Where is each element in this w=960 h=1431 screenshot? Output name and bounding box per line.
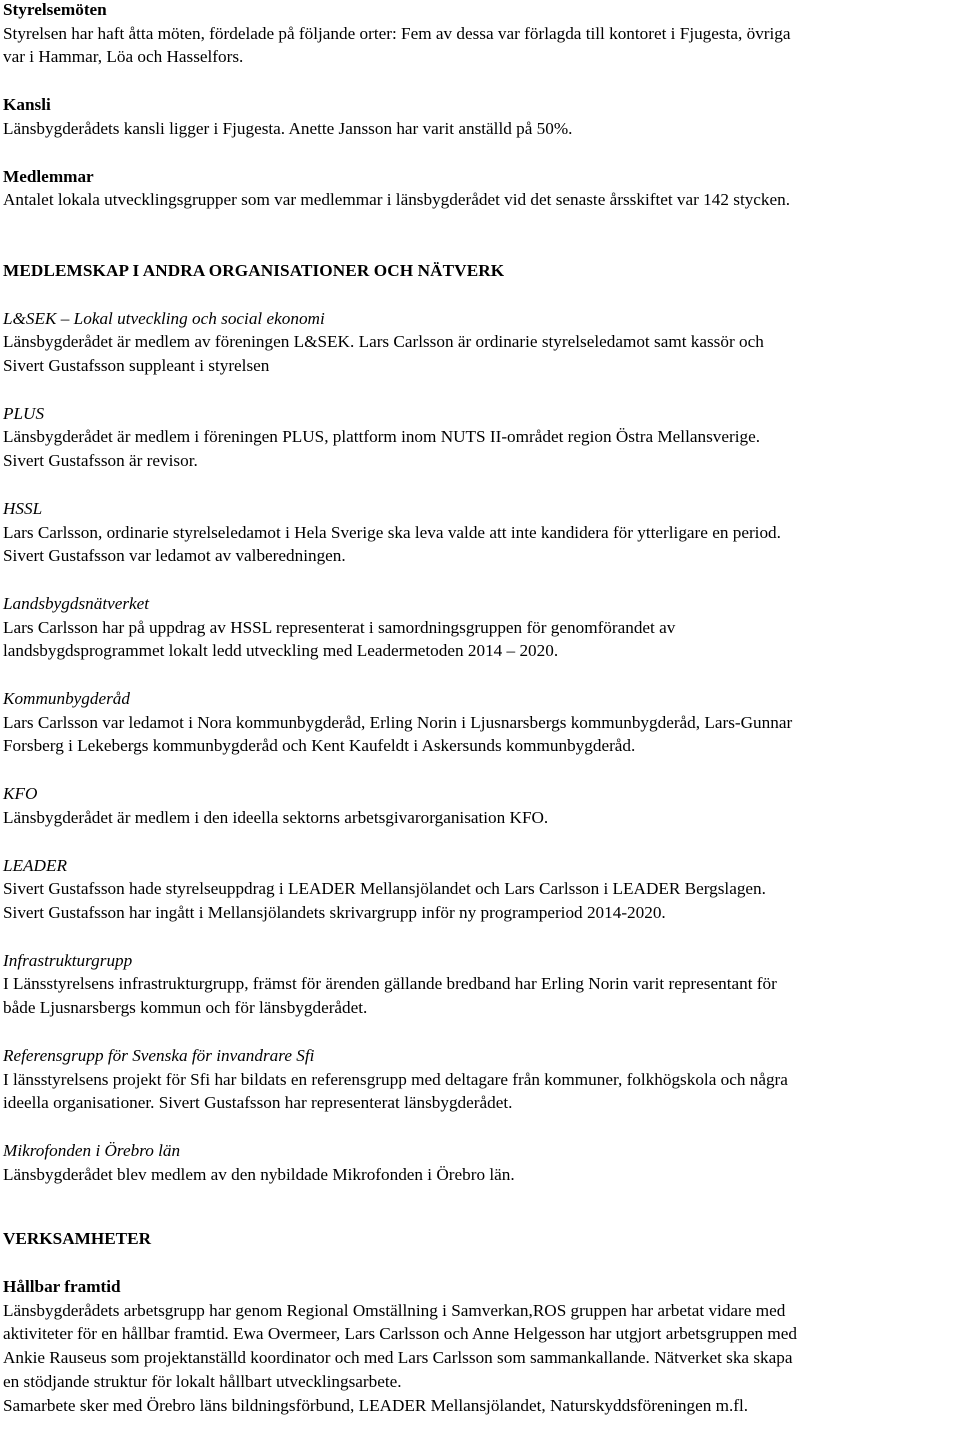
subsection-hallbar-framtid	[3, 1275, 958, 1417]
subsection-title: PLUS	[3, 403, 45, 423]
section-heading: Medlemmar	[3, 166, 94, 186]
subsection-title: HSSL	[3, 498, 43, 518]
subsection-title: L&SEK – Lokal utveckling och social ekonomi	[3, 308, 325, 328]
paragraph-line: Lars Carlsson har på uppdrag av HSSL representerat i samordningsgruppen för genomförandet av	[3, 617, 676, 637]
subsection-title: Landsbygdsnätverket	[3, 593, 150, 613]
section-medlemmar	[3, 165, 958, 212]
paragraph-line: var i Hammar, Löa och Hasselfors.	[3, 47, 244, 67]
paragraph-line: Sivert Gustafsson var ledamot av valberedningen.	[3, 546, 346, 566]
paragraph-line: Länsbygderådets arbetsgrupp har genom Regional Omställning i Samverkan,ROS gruppen har arbetat vidare med	[3, 1300, 786, 1320]
major-heading-verksamheter: VERKSAMHETER	[3, 1229, 152, 1249]
section-kansli	[3, 93, 958, 140]
paragraph-line: Forsberg i Lekebergs kommunbygderåd och Kent Kaufeldt i Askersunds kommunbygderåd.	[3, 736, 636, 756]
paragraph-line: Sivert Gustafsson hade styrelseuppdrag i LEADER Mellansjölandet och Lars Carlsson i LEADER Bergslagen.	[3, 879, 766, 899]
paragraph-line: ideella organisationer. Sivert Gustafsson har representerat länsbygderådet.	[3, 1093, 513, 1113]
paragraph-line: Sivert Gustafsson har ingått i Mellansjölandets skrivargrupp inför ny programperiod 2014-2020.	[3, 902, 666, 922]
paragraph-line: Länsbygderådet är medlem i den ideella sektorns arbetsgivarorganisation KFO.	[3, 807, 549, 827]
paragraph-line: Länsbygderådet är medlem i föreningen PLUS, plattform inom NUTS II-området region Östra Mellansverige.	[3, 427, 760, 447]
paragraph-line: Länsbygderådet blev medlem av den nybildade Mikrofonden i Örebro län.	[3, 1164, 515, 1184]
paragraph-line: Styrelsen har haft åtta möten, fördelade på följande orter: Fem av dessa var förlagda till kontoret i Fjugesta, övriga	[3, 23, 791, 43]
paragraph-line: en stödjande struktur för lokalt hållbart utvecklingsarbete.	[3, 1371, 402, 1391]
subsection-title: Referensgrupp för Svenska för invandrare Sfi	[3, 1045, 315, 1065]
subsection-title: Infrastrukturgrupp	[3, 950, 133, 970]
subsection-infrastrukturgrupp	[3, 949, 958, 1020]
section-heading: Kansli	[3, 95, 51, 115]
subsection-title: LEADER	[3, 855, 67, 875]
paragraph-line: Sivert Gustafsson suppleant i styrelsen	[3, 356, 270, 376]
paragraph-line: Samarbete sker med Örebro läns bildningsförbund, LEADER Mellansjölandet, Naturskyddsföreningen m.fl.	[3, 1395, 749, 1415]
subsection-lsek	[3, 307, 958, 378]
subsection-hssl	[3, 497, 958, 568]
paragraph-line: I länsstyrelsens projekt för Sfi har bildats en referensgrupp med deltagare från kommuner, folkhögskola och några	[3, 1069, 788, 1089]
document-page	[3, 0, 958, 1417]
paragraph-line: Lars Carlsson, ordinarie styrelseledamot i Hela Sverige ska leva valde att inte kandidera för ytterligare en period.	[3, 522, 781, 542]
subsection-kfo	[3, 782, 958, 829]
subsection-leader	[3, 854, 958, 925]
subsection-mikrofonden	[3, 1139, 958, 1186]
paragraph-line: I Länsstyrelsens infrastrukturgrupp, främst för ärenden gällande bredband har Erling Norin varit representant för	[3, 974, 777, 994]
paragraph-line: Länsbygderådet är medlem av föreningen L&SEK. Lars Carlsson är ordinarie styrelseledamot samt kassör och	[3, 332, 764, 352]
paragraph-line: landsbygdsprogrammet lokalt ledd utveckling med Leadermetoden 2014 – 2020.	[3, 641, 559, 661]
major-heading-medlemskap: MEDLEMSKAP I ANDRA ORGANISATIONER OCH NÄTVERK	[3, 260, 505, 280]
subsection-title: Mikrofonden i Örebro län	[3, 1140, 181, 1160]
paragraph-line: både Ljusnarsbergs kommun och för länsbygderådet.	[3, 998, 368, 1018]
subsection-title: Kommunbygderåd	[3, 689, 130, 709]
paragraph-line: aktiviteter för en hållbar framtid. Ewa Overmeer, Lars Carlsson och Anne Helgesson har utgjort arbetsgruppen med	[3, 1324, 797, 1344]
paragraph-line: Lars Carlsson var ledamot i Nora kommunbygderåd, Erling Norin i Ljusnarsbergs kommunbygderåd, Lars-Gunnar	[3, 712, 793, 732]
section-heading: Styrelsemöten	[3, 0, 107, 19]
section-styrelsemoten	[3, 0, 958, 69]
paragraph-line: Ankie Rauseus som projektanställd koordinator och med Lars Carlsson som sammankallande. Nätverket ska skapa	[3, 1348, 793, 1368]
paragraph-line: Länsbygderådets kansli ligger i Fjugesta. Anette Jansson har varit anställd på 50%.	[3, 118, 573, 138]
subsection-title: Hållbar framtid	[3, 1277, 121, 1297]
subsection-plus	[3, 402, 958, 473]
paragraph-line: Sivert Gustafsson är revisor.	[3, 451, 198, 471]
paragraph-line: Antalet lokala utvecklingsgrupper som var medlemmar i länsbygderådet vid det senaste årsskiftet var 142 stycken.	[3, 190, 791, 210]
subsection-kommunbygderad	[3, 687, 958, 758]
subsection-title: KFO	[3, 784, 38, 804]
subsection-referensgrupp-sfi	[3, 1044, 958, 1115]
subsection-landsbygdsnatverket	[3, 592, 958, 663]
